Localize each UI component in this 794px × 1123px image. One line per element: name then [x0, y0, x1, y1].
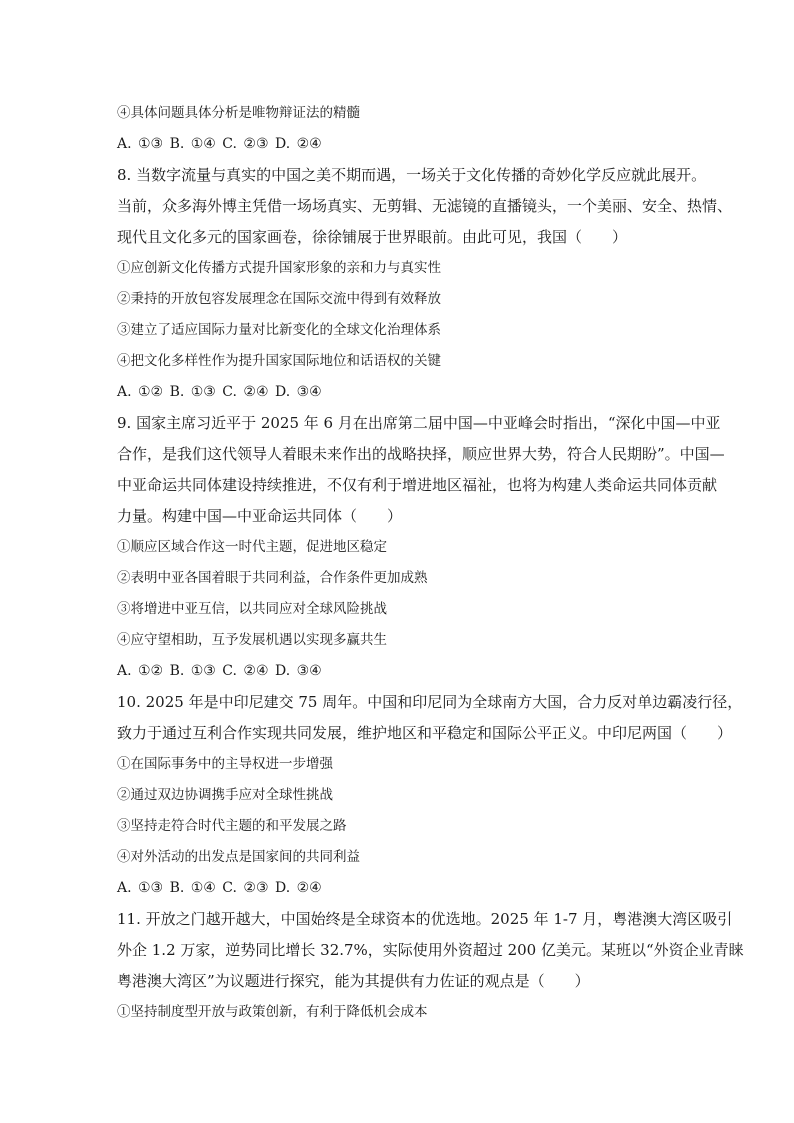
q9-option-1: ①顺应区域合作这一时代主题，促进地区稳定 [117, 539, 387, 555]
document-page [117, 98, 744, 1028]
q11-stem-line-2: 外企 1.2 万家，逆势同比增长 32.7%，实际使用外资超过 200 亿美元。某班以“外资企业青睐 [117, 941, 744, 959]
q8-option-3: ③建立了适应国际力量对比新变化的全球文化治理体系 [117, 322, 441, 338]
q8-stem-line-3: 现代且文化多元的国家画卷，徐徐铺展于世界眼前。由此可见，我国（ ） [117, 228, 628, 246]
q10-answer-choices: A. ①③ B. ①④ C. ②③ D. ②④ [117, 880, 322, 896]
q11-stem-line-1: 11. 开放之门越开越大，中国始终是全球资本的优选地。2025 年 1-7 月，粤港澳大湾区吸引 [117, 910, 733, 928]
q11-option-1: ①坚持制度型开放与政策创新，有利于降低机会成本 [117, 1004, 428, 1020]
q7-answer-choices: A. ①③ B. ①④ C. ②③ D. ②④ [117, 136, 322, 152]
q8-answer-choices: A. ①② B. ①③ C. ②④ D. ③④ [117, 384, 322, 400]
q9-option-3: ③将增进中亚互信，以共同应对全球风险挑战 [117, 601, 387, 617]
q9-option-4: ④应守望相助，互予发展机遇以实现多赢共生 [117, 632, 387, 648]
q10-option-2: ②通过双边协调携手应对全球性挑战 [117, 787, 333, 803]
q8-option-1: ①应创新文化传播方式提升国家形象的亲和力与真实性 [117, 260, 441, 276]
q10-option-1: ①在国际事务中的主导权进一步增强 [117, 756, 333, 772]
q8-stem-line-2: 当前，众多海外博主凭借一场场真实、无剪辑、无滤镜的直播镜头，一个美丽、安全、热情、 [117, 197, 733, 215]
q10-stem-line-2: 致力于通过互利合作实现共同发展，维护地区和平稳定和国际公平正义。中印尼两国（ ） [117, 724, 733, 742]
q9-answer-choices: A. ①② B. ①③ C. ②④ D. ③④ [117, 663, 322, 679]
q9-stem-line-2: 合作，是我们这代领导人着眼未来作出的战略抉择，顺应世界大势，符合人民期盼”。中国— [117, 445, 725, 463]
q9-stem-line-1: 9. 国家主席习近平于 2025 年 6 月在出席第二届中国—中亚峰会时指出，“深化中国—中亚 [117, 414, 721, 432]
q9-stem-line-3: 中亚命运共同体建设持续推进，不仅有利于增进地区福祉，也将为构建人类命运共同体贡献 [117, 476, 718, 494]
q8-stem-line-1: 8. 当数字流量与真实的中国之美不期而遇，一场关于文化传播的奇妙化学反应就此展开。 [117, 166, 707, 184]
q10-option-4: ④对外活动的出发点是国家间的共同利益 [117, 849, 360, 865]
q11-stem-line-3: 粤港澳大湾区”为议题进行探究，能为其提供有力佐证的观点是（ ） [117, 972, 590, 990]
q9-stem-line-4: 力量。构建中国—中亚命运共同体（ ） [117, 507, 403, 525]
q9-option-2: ②表明中亚各国着眼于共同利益，合作条件更加成熟 [117, 570, 428, 586]
q7-option-4: ④具体问题具体分析是唯物辩证法的精髓 [117, 105, 360, 121]
q10-option-3: ③坚持走符合时代主题的和平发展之路 [117, 818, 347, 834]
q8-option-2: ②秉持的开放包容发展理念在国际交流中得到有效释放 [117, 291, 441, 307]
q8-option-4: ④把文化多样性作为提升国家国际地位和话语权的关键 [117, 353, 441, 369]
q10-stem-line-1: 10. 2025 年是中印尼建交 75 周年。中国和印尼同为全球南方大国，合力反对单边霸凌行径， [117, 693, 743, 711]
